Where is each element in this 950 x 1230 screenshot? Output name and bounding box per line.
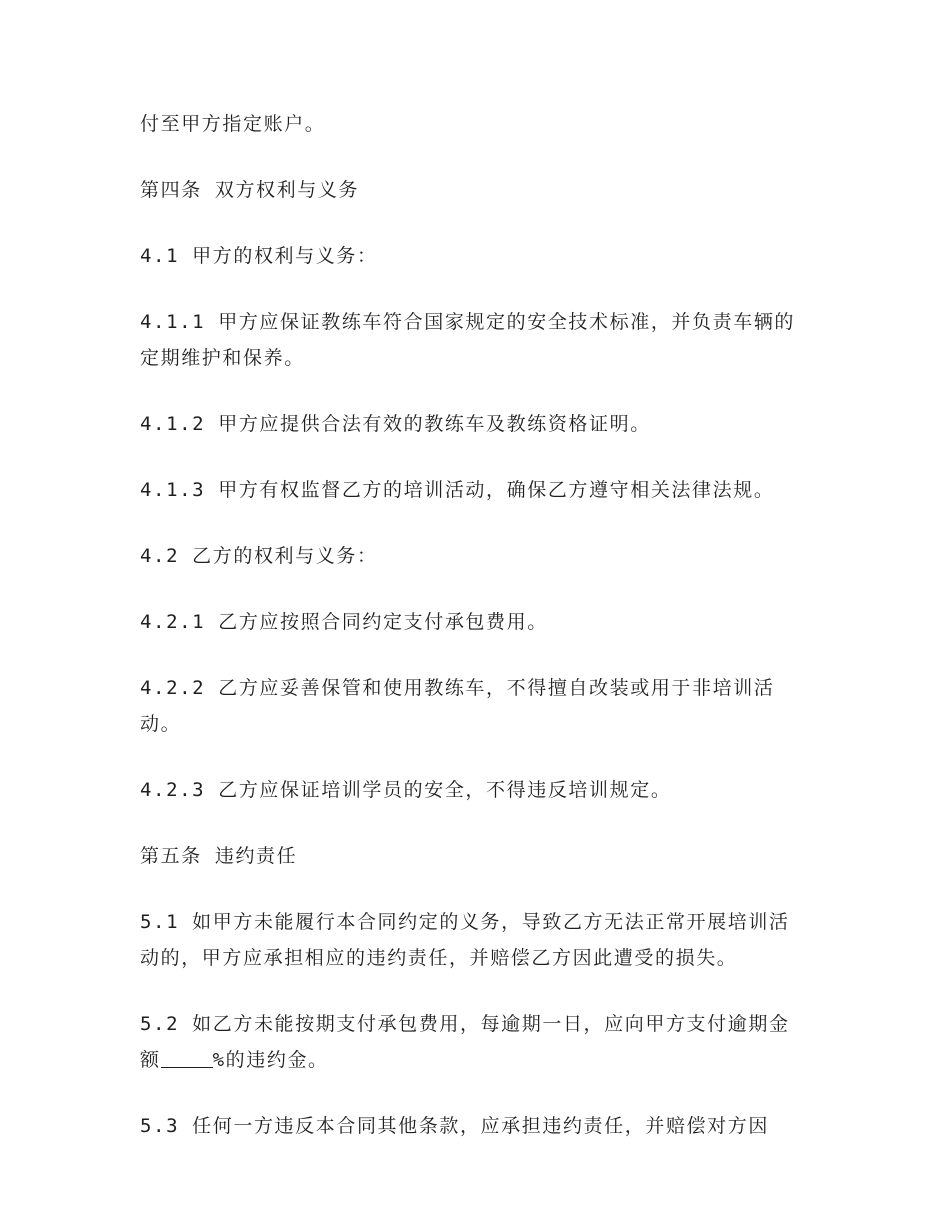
clause-4-1: 4.1 甲方的权利与义务： <box>140 245 378 267</box>
clause-5-3: 5.3 任何一方违反本合同其他条款，应承担违约责任，并赔偿对方因 <box>140 1115 769 1137</box>
clause-5-2 <box>140 1006 810 1078</box>
heading-article-4: 第四条 双方权利与义务 <box>140 179 360 201</box>
fill-in-blank <box>161 1049 213 1068</box>
clause-5-2-text-before: 5.2 如乙方未能按期支付承包费用，每逾期一日，应向甲方支付逾期金额 <box>140 1013 790 1071</box>
clause-4-2-3: 4.2.3 乙方应保证培训学员的安全，不得违反培训规定。 <box>140 779 672 801</box>
clause-4-2: 4.2 乙方的权利与义务： <box>140 545 378 567</box>
clause-5-2-text-after: %的违约金。 <box>212 1049 329 1071</box>
paragraph-payment-account: 付至甲方指定账户。 <box>140 113 326 135</box>
heading-article-5: 第五条 违约责任 <box>140 845 298 867</box>
clause-4-1-1: 4.1.1 甲方应保证教练车符合国家规定的安全技术标准，并负责车辆的定期维护和保养。 <box>140 311 796 369</box>
clause-4-1-3: 4.1.3 甲方有权监督乙方的培训活动，确保乙方遵守相关法律法规。 <box>140 479 775 501</box>
clause-4-1-2: 4.1.2 甲方应提供合法有效的教练车及教练资格证明。 <box>140 413 651 435</box>
clause-4-2-1: 4.2.1 乙方应按照合同约定支付承包费用。 <box>140 611 548 633</box>
clause-5-1: 5.1 如甲方未能履行本合同约定的义务，导致乙方无法正常开展培训活动的，甲方应承担相应的违约责任，并赔偿乙方因此遭受的损失。 <box>140 911 790 969</box>
clause-4-2-2: 4.2.2 乙方应妥善保管和使用教练车，不得擅自改装或用于非培训活动。 <box>140 677 775 735</box>
